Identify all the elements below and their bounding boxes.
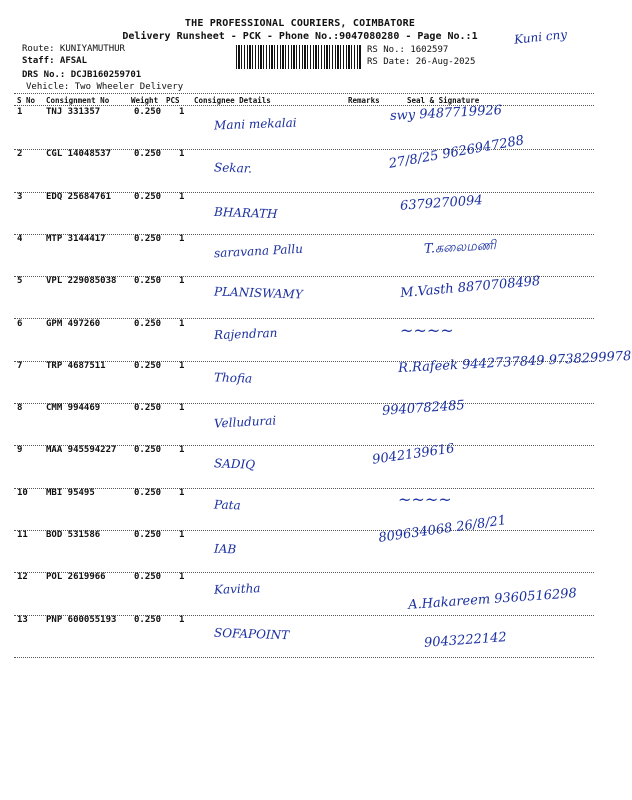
consignee-handwriting: Sekar. bbox=[213, 160, 253, 176]
table-row bbox=[14, 192, 594, 234]
consignee-handwriting: IAB bbox=[213, 541, 237, 557]
table-row bbox=[14, 615, 594, 657]
route-label: Route: KUNIYAMUTHUR bbox=[22, 44, 125, 54]
table-row bbox=[14, 488, 594, 530]
pcs-value: 1 bbox=[179, 191, 185, 202]
table-row bbox=[14, 441, 594, 487]
weight-value: 0.250 bbox=[134, 445, 162, 456]
table-row bbox=[14, 348, 632, 403]
col-pcs: PCS bbox=[166, 96, 180, 105]
row-sno: 10 bbox=[17, 487, 28, 498]
consignment-number: PNP 600055193 bbox=[46, 614, 117, 625]
pcs-value: 1 bbox=[179, 614, 185, 625]
table-row bbox=[14, 234, 594, 276]
pcs-value: 1 bbox=[179, 445, 185, 456]
pcs-value: 1 bbox=[179, 487, 185, 498]
weight-value: 0.250 bbox=[134, 572, 162, 583]
pcs-value: 1 bbox=[179, 107, 185, 117]
consignment-number: EDQ 25684761 bbox=[46, 191, 112, 202]
signature-handwriting: ~~~~ bbox=[398, 489, 452, 509]
consignment-number: MTP 3144417 bbox=[46, 233, 106, 244]
consignee-handwriting: Velludurai bbox=[213, 413, 277, 431]
weight-value: 0.250 bbox=[134, 233, 162, 244]
table-row bbox=[14, 133, 594, 191]
barcode bbox=[236, 45, 362, 69]
row-sno: 6 bbox=[17, 318, 23, 329]
col-remarks: Remarks bbox=[348, 96, 380, 105]
pcs-value: 1 bbox=[179, 318, 185, 329]
signature-handwriting: 6379270094 bbox=[399, 192, 484, 214]
consignment-number: VPL 229085038 bbox=[46, 276, 117, 287]
col-sno: S No bbox=[17, 96, 36, 105]
pcs-value: 1 bbox=[179, 360, 185, 371]
row-sno: 13 bbox=[17, 614, 28, 625]
consignment-number: TNJ 331357 bbox=[46, 107, 101, 117]
row-sno: 9 bbox=[17, 445, 23, 456]
consignee-handwriting: Thofia bbox=[213, 370, 253, 386]
company-title: THE PROFESSIONAL COURIERS, COIMBATORE bbox=[184, 18, 416, 29]
col-weight: Weight bbox=[131, 96, 159, 105]
row-sno: 4 bbox=[17, 233, 23, 244]
handwritten-route-note: Kuni cny bbox=[513, 27, 568, 47]
row-sno: 7 bbox=[17, 360, 23, 371]
signature-handwriting: R.Rafeek 9442737849 9738299978 bbox=[397, 348, 632, 376]
table-row bbox=[14, 398, 594, 445]
pcs-value: 1 bbox=[179, 149, 185, 160]
signature-handwriting: swy 9487719926 bbox=[389, 103, 503, 124]
col-consignment: Consignment No bbox=[46, 96, 110, 105]
weight-value: 0.250 bbox=[134, 318, 162, 329]
consignee-handwriting: saravana Pallu bbox=[213, 241, 304, 261]
consignment-number: CMM 994469 bbox=[46, 403, 101, 414]
weight-value: 0.250 bbox=[134, 360, 162, 371]
table-row bbox=[14, 513, 594, 572]
row-sno: 1 bbox=[17, 107, 23, 117]
signature-handwriting: T.கலைமணி bbox=[423, 238, 497, 257]
weight-value: 0.250 bbox=[134, 149, 162, 160]
signature-handwriting: 27/8/25 9626947288 bbox=[387, 133, 526, 173]
signature-handwriting: M.Vasth 8870708498 bbox=[399, 274, 541, 302]
weight-value: 0.250 bbox=[134, 614, 162, 625]
table-row bbox=[14, 319, 594, 361]
runsheet-subtitle: Delivery Runsheet - PCK - Phone No.:9047080280 - Page No.:1 bbox=[122, 31, 478, 42]
col-seal-signature: Seal & Signature bbox=[407, 96, 480, 105]
row-sno: 2 bbox=[17, 149, 23, 160]
signature-handwriting: 9043222142 bbox=[423, 629, 508, 651]
weight-value: 0.250 bbox=[134, 530, 162, 540]
rs-date: RS Date: 26-Aug-2025 bbox=[367, 57, 476, 67]
consignee-handwriting: PLANISWAMY bbox=[213, 284, 303, 302]
weight-value: 0.250 bbox=[134, 487, 162, 498]
consignee-handwriting: Pata bbox=[213, 497, 241, 513]
row-sno: 8 bbox=[17, 403, 23, 414]
rs-number: RS No.: 1602597 bbox=[367, 45, 449, 55]
signature-handwriting: A.Hakareem 9360516298 bbox=[407, 586, 578, 614]
consignee-handwriting: Rajendran bbox=[213, 325, 278, 342]
consignee-handwriting: SOFAPOINT bbox=[213, 625, 290, 642]
weight-value: 0.250 bbox=[134, 276, 162, 287]
consignment-number: POL 2619966 bbox=[46, 572, 106, 583]
consignment-number: MBI 95495 bbox=[46, 487, 95, 498]
vehicle-label: Vehicle: Two Wheeler Delivery bbox=[26, 82, 184, 92]
header-bottom-rule bbox=[14, 105, 594, 106]
consignee-handwriting: SADIQ bbox=[213, 456, 256, 473]
consignee-handwriting: Mani mekalai bbox=[213, 115, 297, 133]
consignment-number: CGL 14048537 bbox=[46, 149, 112, 160]
row-rule bbox=[14, 657, 594, 658]
consignment-number: TRP 4687511 bbox=[46, 360, 106, 371]
row-sno: 5 bbox=[17, 276, 23, 287]
consignee-handwriting: Kavitha bbox=[213, 581, 261, 598]
weight-value: 0.250 bbox=[134, 403, 162, 414]
signature-handwriting: 9940782485 bbox=[381, 398, 466, 419]
signature-handwriting: ~~~~ bbox=[400, 320, 454, 340]
row-sno: 11 bbox=[17, 530, 28, 540]
col-consignee: Consignee Details bbox=[194, 96, 271, 105]
table-row bbox=[14, 276, 594, 318]
row-sno: 3 bbox=[17, 191, 23, 202]
weight-value: 0.250 bbox=[134, 191, 162, 202]
pcs-value: 1 bbox=[179, 572, 185, 583]
pcs-value: 1 bbox=[179, 403, 185, 414]
signature-handwriting: 9042139616 bbox=[371, 441, 456, 469]
consignment-number: BOD 531586 bbox=[46, 530, 101, 540]
pcs-value: 1 bbox=[179, 276, 185, 287]
staff-label: Staff: AFSAL bbox=[22, 56, 88, 66]
drs-number: DRS No.: DCJB160259701 bbox=[22, 70, 142, 80]
header-top-rule bbox=[14, 93, 594, 94]
pcs-value: 1 bbox=[179, 233, 185, 244]
pcs-value: 1 bbox=[179, 530, 185, 540]
table-row bbox=[14, 572, 594, 614]
signature-handwriting: 809634068 26/8/21 bbox=[377, 513, 508, 546]
consignment-number: MAA 945594227 bbox=[46, 445, 117, 456]
row-sno: 12 bbox=[17, 572, 28, 583]
consignee-handwriting: BHARATH bbox=[213, 204, 278, 221]
weight-value: 0.250 bbox=[134, 107, 162, 117]
consignment-number: GPM 497260 bbox=[46, 318, 101, 329]
